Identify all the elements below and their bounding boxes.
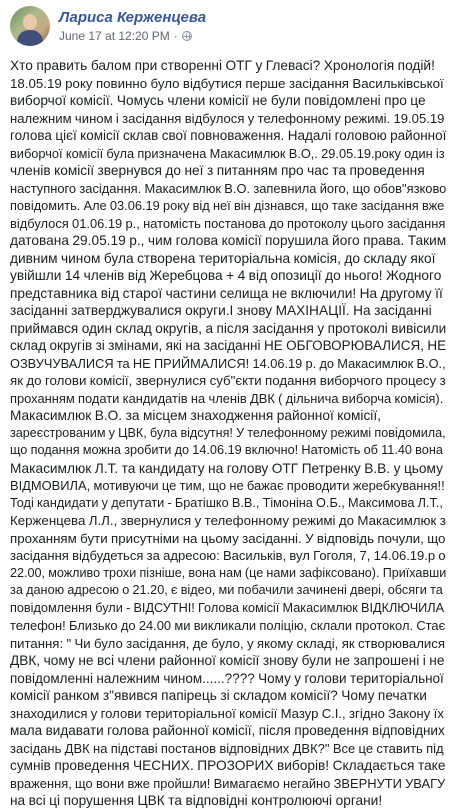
post-body-line: засідання відбудеться за адресою: Васильків, вул Гоголя, 7, 14.06.19.р о [10, 548, 446, 563]
post-body-line: за даною адресою о 21.20, є відео, ми побачили зачинені двері, обсяги та [10, 583, 443, 597]
post-body-line: Керженцева Л.Л., звернулися у телефонному режимі до Макасимлюк з [10, 513, 446, 528]
post-body-line: виборчої комісії була призначена Макасимлюк В.О,. 29.05.19.року один із [10, 145, 445, 161]
avatar-body [17, 30, 43, 46]
post-timestamp[interactable]: June 17 at 12:20 PM [59, 29, 170, 43]
post-body-line: відбулося 01.06.19 р., натомість постанова до протоколу цього засідання [10, 215, 446, 231]
post-body-line: зареєстрованим у ЦВК, була відсутня! У телефонному режимі повідомила, [10, 425, 446, 440]
post-body-line: увійшли 14 членів від Жеребцова + 4 від опозиції до нього! Жодного [10, 268, 442, 283]
post-body-line: на всі ці порушення ЦВК та відповідні контролюючі органи! [10, 793, 383, 808]
post-body [10, 57, 446, 810]
post-body-line: мала видавати голова районної комісії, після проведення відповідних [10, 723, 445, 738]
post-body-line: 22.00, можливо трохи пізніше, вона нам (це нами зафіксовано). Приїхавши [10, 565, 447, 580]
post-body-line: проханням бути присутніми на цьому засіданні. У відповідь почули, що [10, 530, 446, 546]
post-body-line: Макасимлюк Л.Т. та кандидату на голову ОТГ Петренку В.В. у цьому [10, 460, 443, 476]
post-body-line: телефон! Близько до 24.00 ми викликали поліцію, склали протокол. Стає [10, 618, 446, 633]
post-body-line: як до голови комісії, звернулися суб"єкти подання виборчого процесу з [10, 373, 446, 388]
avatar-face [23, 14, 37, 30]
post-body-line: Хто править балом при створенні ОТГ у Глевасі? Хронологія подій! [10, 58, 435, 73]
post-body-line: датована 29.05.19 р., чим голова комісії порушила його права. Таким [10, 233, 447, 248]
post-body-line: питання: " Чи було засідання, де було, у якому складі, як створювалися [10, 635, 446, 651]
globe-icon[interactable] [182, 31, 192, 41]
post-body-line: голова цієї комісії склав свої повноваження. Надалі головою районної [10, 128, 447, 143]
post-meta [59, 8, 206, 44]
post-body-line: що подання можна зробити до 14.06.19 включно! Натомість об 11.40 вона [10, 443, 443, 457]
post-body-line: членів комісії звернувся до неї з питанням про час та проведення [10, 163, 425, 178]
post-body-line: дивним чином була створена територіальна комісія, до складу якої [10, 250, 436, 266]
post-body-line: знаходилися у голови територіальної комісії Мазур С.І., згідно Закону їх [10, 705, 444, 721]
post-body-line: наступного засідання. Макасимлюк В.О. запевнила його, що обов"язково [10, 180, 447, 196]
post-body-line: ДВК, чому не всі члени районної комісії знову були не запрошені і не [10, 653, 445, 668]
post-body-line: приймався один склад округів, а після засідання у протоколі вивісили [10, 320, 447, 336]
post-body-line: повідомить. Але 03.06.19 року від неї він дізнався, що таке засідання вже [10, 198, 445, 213]
post-body-line: виборчої комісії. Чомусь члени комісії не були повідомлені про це [10, 93, 426, 108]
post-body-line: склад округів зі змінами, які на засіданні НЕ ОБГОВОРЮВАЛИСЯ, НЕ [10, 338, 447, 353]
post-body-line: ОЗВУЧУВАЛИСЯ та НЕ ПРИЙМАЛИСЯ! 14.06.19 р. до Макасимлюк В.О., [10, 355, 446, 371]
post-body-line: враження, що вони вже пройшли! Вимагаємо негайно ЗВЕРНУТИ УВАГУ [10, 775, 446, 791]
post-body-line: проханням подати кандидатів на членів ДВК ( дільнича виборча комісія). [10, 390, 444, 406]
post-body-line: комісії ранком з"явився папірець зі складом комісії? Чому печатки [10, 688, 427, 703]
post-body-line: Макасимлюк В.О. за місцем знаходження районної комісії, [10, 408, 381, 423]
post-body-line: сумнів проведення ЧЕСНИХ. ПРОЗОРИХ виборів! Складається таке [10, 758, 446, 773]
post-header [10, 6, 206, 46]
post-body-line: засідань ДВК на підставі постанов відповідних ДВК?" Все це ставить під [10, 740, 444, 756]
post-body-line: 18.05.19 року повинно було відбутися перше засідання Васильківської [10, 75, 444, 91]
post-body-line: засіданні затверджувалися округи.І знову МАХІНАЦІЇ. На засіданні [10, 303, 432, 318]
post-body-line: представника від старої частини селища не включили! На другому її [10, 285, 443, 301]
post-subline [59, 28, 206, 44]
post-body-line: повідомлення були - ВІДСУТНІ! Голова комісії Макасимлюк ВІДКЛЮЧИЛА [10, 600, 445, 615]
post-body-line: ВІДМОВИЛА, мотивуючи це тим, що не бажає проводити жеребкування!! [10, 478, 445, 493]
dot-separator: · [173, 29, 178, 43]
post-body-line: Тоді кандидати у депутати - Братішко В.В., Тімоніна О.Б., Максимова Л.Т., [10, 495, 443, 510]
author-name[interactable]: Лариса Керженцева [59, 9, 207, 26]
post-body-line: повідомленні належним чином......???? Чому у голови територіальної [10, 670, 444, 686]
post-body-line: належним чином і засідання відбулося у телефонному режимі. 19.05.19 [10, 110, 445, 126]
avatar[interactable] [10, 6, 50, 46]
